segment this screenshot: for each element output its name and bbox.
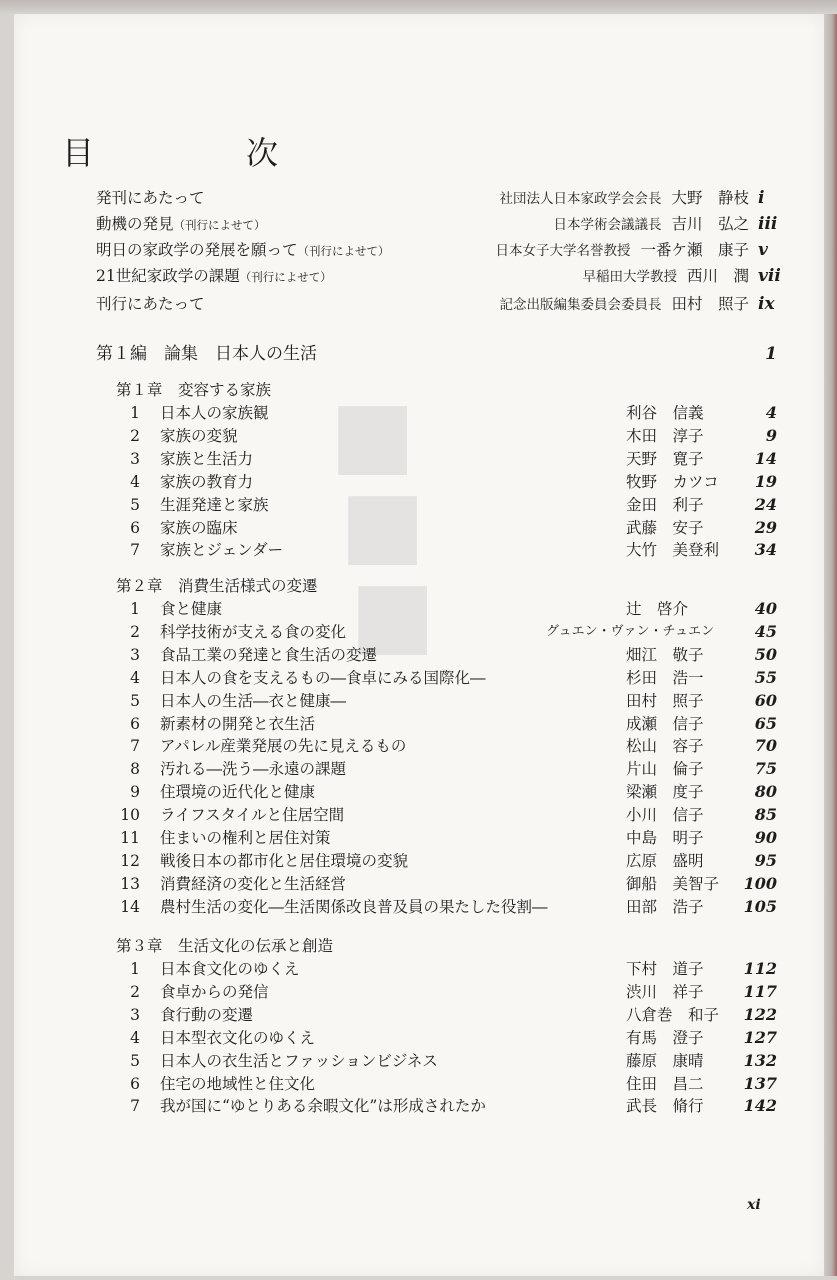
entry-author: 大竹 美登利 <box>626 541 720 560</box>
entry-title: 消費経済の変化と生活経営 <box>160 874 347 893</box>
entry-number: 4 <box>130 668 140 687</box>
entry-number: 5 <box>130 495 140 514</box>
entry-title: 日本人の生活―衣と健康― <box>160 691 347 710</box>
chapter-title: 第１章 変容する家族 <box>116 381 272 399</box>
toc-entry <box>0 516 837 540</box>
preface-page: v <box>758 240 768 260</box>
entry-page: 117 <box>743 981 777 1001</box>
preface-author <box>499 186 749 211</box>
preface-page: ix <box>758 294 775 314</box>
toc-entry <box>0 957 837 981</box>
entry-page: 19 <box>754 471 777 491</box>
entry-title: 食品工業の発達と食生活の変遷 <box>160 645 378 664</box>
entry-title: 住環境の近代化と健康 <box>160 783 316 802</box>
entry-page: 132 <box>743 1050 777 1070</box>
entry-page: 50 <box>754 644 777 664</box>
entry-page: 45 <box>754 621 777 641</box>
toc-entry <box>0 447 837 471</box>
toc-entry <box>0 401 837 425</box>
entry-number: 6 <box>130 1074 140 1093</box>
entry-page: 112 <box>743 959 777 978</box>
entry-page: 137 <box>743 1073 777 1093</box>
toc-entry <box>0 666 837 690</box>
toc-entry <box>0 1094 837 1118</box>
preface-name: 一番ケ瀬 康子 <box>640 241 749 259</box>
preface-affiliation: 社団法人日本家政学会会長 <box>499 191 662 207</box>
entry-author: 渋川 祥子 <box>626 982 704 1001</box>
entry-page: 127 <box>743 1027 777 1047</box>
entry-title: 科学技術が支える食の変化 <box>160 622 347 641</box>
toc-entry <box>0 620 837 644</box>
toc-entry <box>0 872 837 896</box>
preface-affiliation: 日本学術会議議長 <box>553 217 662 233</box>
entry-number: 6 <box>130 518 140 537</box>
entry-title: 家族とジェンダー <box>160 541 284 560</box>
toc-entry <box>0 849 837 873</box>
entry-title: 我が国に“ゆとりある余暇文化”は形成されたか <box>160 1097 486 1116</box>
preface-author <box>582 264 749 289</box>
entry-page: 142 <box>743 1096 777 1116</box>
entry-title: 農村生活の変化―生活関係改良普及員の果たした役割― <box>160 897 548 916</box>
preface-title-text: 動機の発見 <box>96 215 174 233</box>
entry-page: 34 <box>754 540 777 560</box>
entry-number: 14 <box>120 897 140 916</box>
preface-author <box>553 212 749 237</box>
toc-entry <box>0 493 837 517</box>
entry-number: 13 <box>120 874 140 893</box>
part-page: 1 <box>765 344 777 364</box>
toc-entry <box>0 826 837 850</box>
entry-author: 武藤 安子 <box>626 518 704 537</box>
preface-author <box>499 292 749 317</box>
entry-page: 95 <box>754 850 777 870</box>
toc-entry <box>0 757 837 781</box>
entry-author: 中島 明子 <box>626 829 704 847</box>
entry-page: 14 <box>754 448 777 468</box>
preface-page: i <box>758 188 765 208</box>
entry-author: 田部 浩子 <box>626 897 704 916</box>
toc-entry <box>0 643 837 667</box>
entry-author: 有馬 澄子 <box>626 1028 704 1047</box>
entry-number: 7 <box>130 737 140 756</box>
entry-author: 片山 倫子 <box>626 760 704 779</box>
preface-note: （刊行によせて） <box>173 218 266 232</box>
entry-page: 90 <box>754 828 777 847</box>
entry-number: 7 <box>130 1097 140 1116</box>
entry-title: 食と健康 <box>160 600 223 618</box>
preface-affiliation: 日本女子大学名誉教授 <box>495 243 631 259</box>
preface-affiliation: 記念出版編集委員会委員長 <box>499 297 662 313</box>
entry-author: 畑江 敬子 <box>626 645 704 664</box>
entry-author: 天野 寛子 <box>626 449 704 468</box>
toc-entry <box>0 712 837 736</box>
preface-row <box>0 264 837 288</box>
entry-title: 日本人の家族観 <box>160 404 269 422</box>
entry-title: 日本人の食を支えるもの―食卓にみる国際化― <box>160 668 486 687</box>
preface-title <box>96 238 390 263</box>
entry-title: アパレル産業発展の先に見えるもの <box>160 737 407 756</box>
preface-title-text: 刊行にあたって <box>96 295 205 313</box>
toc-entry <box>0 597 837 621</box>
toc-entry <box>0 470 837 494</box>
chapter-title: 第３章 生活文化の伝承と創造 <box>116 937 334 955</box>
entry-title: 家族と生活力 <box>160 449 254 468</box>
toc-entry <box>0 980 837 1004</box>
entry-title: 新素材の開発と衣生活 <box>160 714 316 733</box>
entry-title: 汚れる―洗う―永遠の課題 <box>160 760 347 779</box>
entry-page: 85 <box>754 805 777 825</box>
entry-author: 金田 利子 <box>626 495 704 514</box>
entry-number: 8 <box>130 760 140 779</box>
show-through-shadow: ■ <box>330 380 416 486</box>
entry-number: 2 <box>130 982 140 1001</box>
preface-row <box>0 292 837 316</box>
entry-page: 75 <box>754 759 777 779</box>
entry-page: 65 <box>754 713 777 733</box>
toc-entry <box>0 734 837 758</box>
entry-title: 生涯発達と家族 <box>160 495 269 514</box>
preface-row <box>0 186 837 210</box>
entry-page: 105 <box>743 896 777 916</box>
entry-author: 小川 信子 <box>626 806 704 825</box>
toc-entry <box>0 1072 837 1096</box>
toc-entry <box>0 1049 837 1073</box>
toc-entry <box>0 424 837 448</box>
preface-row <box>0 212 837 236</box>
toc-entry <box>0 538 837 562</box>
entry-title: 日本食文化のゆくえ <box>160 960 300 978</box>
entry-number: 5 <box>130 691 140 710</box>
chapter-heading <box>0 574 837 598</box>
entry-title: ライフスタイルと住居空間 <box>160 806 345 825</box>
toc-entry <box>0 1026 837 1050</box>
preface-page: iii <box>758 214 778 234</box>
entry-title: 食卓からの発信 <box>160 982 269 1001</box>
entry-author: 田村 照子 <box>626 691 704 710</box>
preface-author <box>495 238 749 263</box>
entry-page: 100 <box>743 873 777 893</box>
entry-page: 29 <box>754 517 777 537</box>
entry-number: 7 <box>130 541 140 560</box>
entry-author: 八倉巻 和子 <box>626 1005 720 1024</box>
chapter-title: 第２章 消費生活様式の変遷 <box>116 577 318 595</box>
preface-row <box>0 238 837 262</box>
preface-page: vii <box>758 266 781 286</box>
preface-title <box>96 212 266 237</box>
entry-author: グュエン・ヴァン・チュエン <box>546 623 715 639</box>
entry-title: 日本人の衣生活とファッションビジネス <box>160 1051 438 1070</box>
entry-author: 藤原 康晴 <box>626 1051 704 1070</box>
entry-number: 6 <box>130 714 140 733</box>
entry-page: 55 <box>754 667 777 687</box>
entry-author: 利谷 信義 <box>626 404 704 422</box>
entry-page: 9 <box>765 425 777 445</box>
part-heading <box>0 342 837 366</box>
entry-number: 2 <box>130 426 140 445</box>
toc-entry <box>0 780 837 804</box>
entry-page: 24 <box>754 494 777 514</box>
preface-note: （刊行によせて） <box>297 244 390 258</box>
preface-name: 大野 静枝 <box>671 189 749 207</box>
entry-author: 住田 昌二 <box>626 1074 704 1093</box>
page-number: xi <box>747 1197 761 1213</box>
preface-name: 田村 照子 <box>671 295 749 313</box>
entry-title: 家族の変貌 <box>160 426 238 445</box>
entry-number: 12 <box>120 851 140 870</box>
toc-entry <box>0 1003 837 1027</box>
entry-number: 1 <box>130 600 140 618</box>
preface-title <box>96 292 205 317</box>
entry-title: 家族の教育力 <box>160 472 254 491</box>
entry-page: 4 <box>765 403 777 422</box>
entry-title: 日本型衣文化のゆくえ <box>160 1028 316 1047</box>
preface-name: 吉川 弘之 <box>671 215 749 233</box>
entry-number: 9 <box>130 783 140 802</box>
entry-author: 梁瀬 度子 <box>626 783 704 802</box>
entry-title: 家族の臨床 <box>160 518 238 537</box>
chapter-heading <box>0 934 837 958</box>
entry-title: 食行動の変遷 <box>160 1005 254 1024</box>
preface-title <box>96 186 205 211</box>
entry-title: 住まいの権利と居住対策 <box>160 829 331 847</box>
entry-title: 住宅の地域性と住文化 <box>160 1074 316 1093</box>
entry-number: 4 <box>130 1028 140 1047</box>
entry-number: 11 <box>120 829 140 847</box>
entry-page: 122 <box>743 1004 777 1024</box>
entry-number: 3 <box>130 449 140 468</box>
preface-title-text: 21世紀家政学の課題 <box>96 267 240 285</box>
entry-title: 戦後日本の都市化と居住環境の変貌 <box>160 851 409 870</box>
entry-author: 松山 容子 <box>626 737 704 756</box>
entry-author: 下村 道子 <box>626 960 704 978</box>
entry-number: 1 <box>130 960 140 978</box>
entry-number: 2 <box>130 622 140 641</box>
entry-author: 御船 美智子 <box>626 874 720 893</box>
entry-number: 3 <box>130 645 140 664</box>
entry-number: 10 <box>120 806 140 825</box>
entry-page: 70 <box>754 736 777 756</box>
entry-page: 40 <box>754 599 777 618</box>
entry-number: 1 <box>130 404 140 422</box>
page-top-edge <box>0 0 837 14</box>
toc-entry <box>0 689 837 713</box>
entry-number: 3 <box>130 1005 140 1024</box>
entry-page: 60 <box>754 690 777 710</box>
preface-affiliation: 早稲田大学教授 <box>582 269 677 285</box>
toc-entry <box>0 895 837 919</box>
entry-number: 5 <box>130 1051 140 1070</box>
entry-author: 成瀬 信子 <box>626 714 704 733</box>
toc-entry <box>0 803 837 827</box>
preface-name: 西川 潤 <box>686 267 749 285</box>
chapter-heading <box>0 378 837 402</box>
preface-note: （刊行によせて） <box>239 270 332 284</box>
entry-author: 辻 啓介 <box>626 600 689 618</box>
entry-author: 広原 盛明 <box>626 851 704 870</box>
preface-title-text: 発刊にあたって <box>96 189 205 207</box>
entry-number: 4 <box>130 472 140 491</box>
entry-author: 武長 脩行 <box>626 1097 704 1116</box>
entry-author: 牧野 カツコ <box>626 472 719 491</box>
preface-title-text: 明日の家政学の発展を願って <box>96 241 298 259</box>
entry-page: 80 <box>754 782 777 802</box>
preface-title <box>96 264 332 289</box>
show-through-shadow: ■ <box>340 470 426 576</box>
entry-author: 木田 淳子 <box>626 426 704 445</box>
page-title: 目 次 <box>62 134 339 172</box>
show-through-shadow: ■ <box>350 560 436 666</box>
entry-author: 杉田 浩一 <box>626 668 704 687</box>
part-title: 第１編 論集 日本人の生活 <box>96 344 317 364</box>
